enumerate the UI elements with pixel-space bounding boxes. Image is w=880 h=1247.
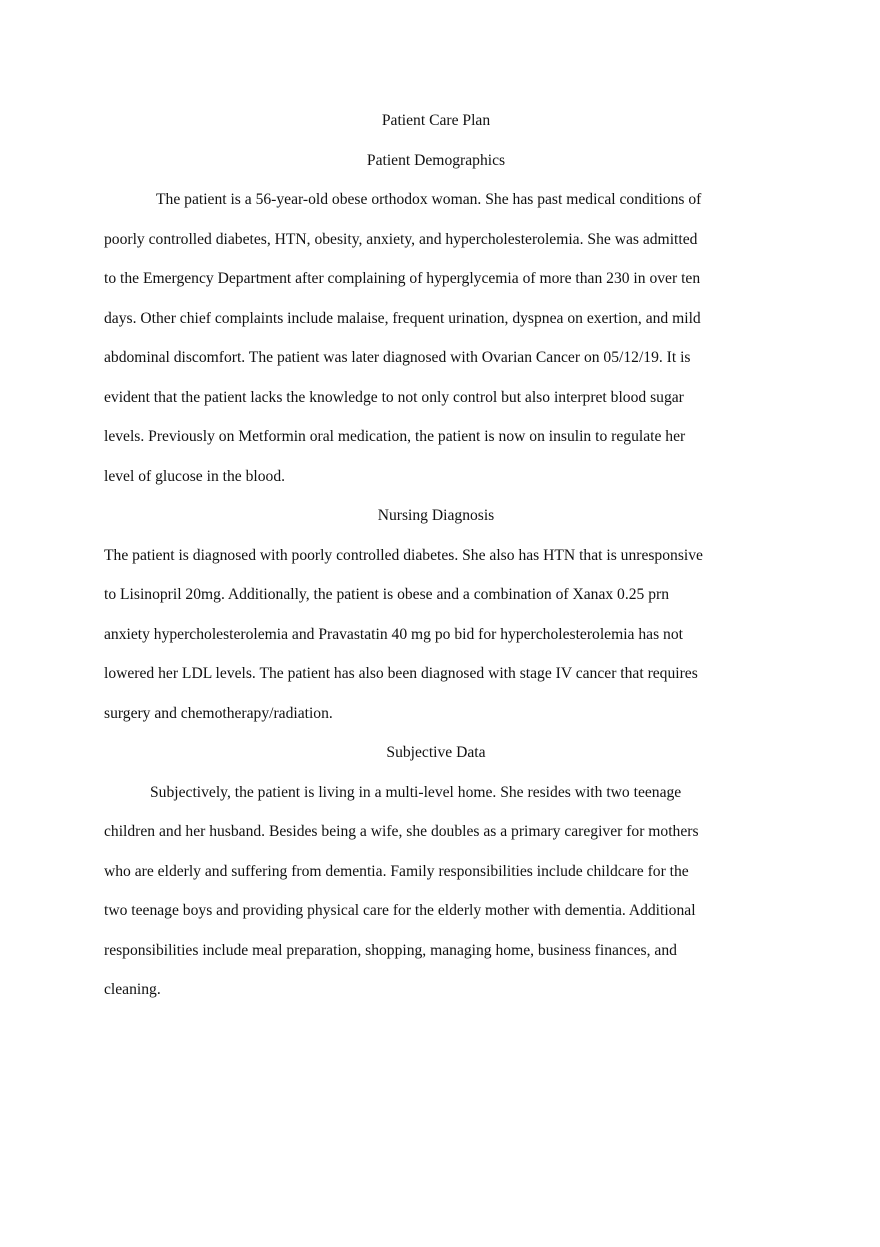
paragraph-line: to Lisinopril 20mg. Additionally, the patient is obese and a combination of Xanax 0.25 prn [104,586,670,603]
paragraph-line: two teenage boys and providing physical care for the elderly mother with dementia. Additional [104,902,696,919]
paragraph-line: children and her husband. Besides being a wife, she doubles as a primary caregiver for mothers [104,823,699,840]
paragraph-line: Subjectively, the patient is living in a multi-level home. She resides with two teenage [150,783,682,801]
paragraph-line: cleaning. [104,981,161,998]
paragraph-line: The patient is diagnosed with poorly controlled diabetes. She also has HTN that is unresponsive [104,546,703,564]
paragraph-line: days. Other chief complaints include malaise, frequent urination, dyspnea on exertion, and mild [104,309,701,327]
paragraph-line: evident that the patient lacks the knowledge to not only control but also interpret blood sugar [104,388,684,406]
paragraph-line: who are elderly and suffering from dementia. Family responsibilities include childcare for the [104,862,689,880]
paragraph-line: surgery and chemotherapy/radiation. [104,704,333,722]
paragraph-line: The patient is a 56-year-old obese orthodox woman. She has past medical conditions of [156,191,702,208]
paragraph-line: responsibilities include meal preparation, shopping, managing home, business finances, and [104,941,677,959]
section-heading-subjective-data: Subjective Data [386,744,486,761]
demographics-paragraph [104,180,768,496]
paragraph-line: poorly controlled diabetes, HTN, obesity, anxiety, and hypercholesterolemia. She was admitted [104,230,698,248]
document-title: Patient Care Plan [381,112,491,129]
section-heading-demographics: Patient Demographics [366,151,506,169]
paragraph-line: levels. Previously on Metformin oral medication, the patient is now on insulin to regulate her [104,428,686,445]
paragraph-line: abdominal discomfort. The patient was later diagnosed with Ovarian Cancer on 05/12/19. It is [104,349,691,366]
paragraph-line: lowered her LDL levels. The patient has also been diagnosed with stage IV cancer that requires [104,665,698,682]
subjective-data-paragraph [104,773,768,1010]
paragraph-line: to the Emergency Department after complaining of hyperglycemia of more than 230 in over ten [104,270,701,287]
document-body [104,101,768,1010]
paragraph-line: level of glucose in the blood. [104,467,286,485]
section-heading-nursing-diagnosis: Nursing Diagnosis [377,507,495,524]
paragraph-line: anxiety hypercholesterolemia and Pravastatin 40 mg po bid for hypercholesterolemia has not [104,625,683,643]
nursing-diagnosis-paragraph [104,536,768,734]
